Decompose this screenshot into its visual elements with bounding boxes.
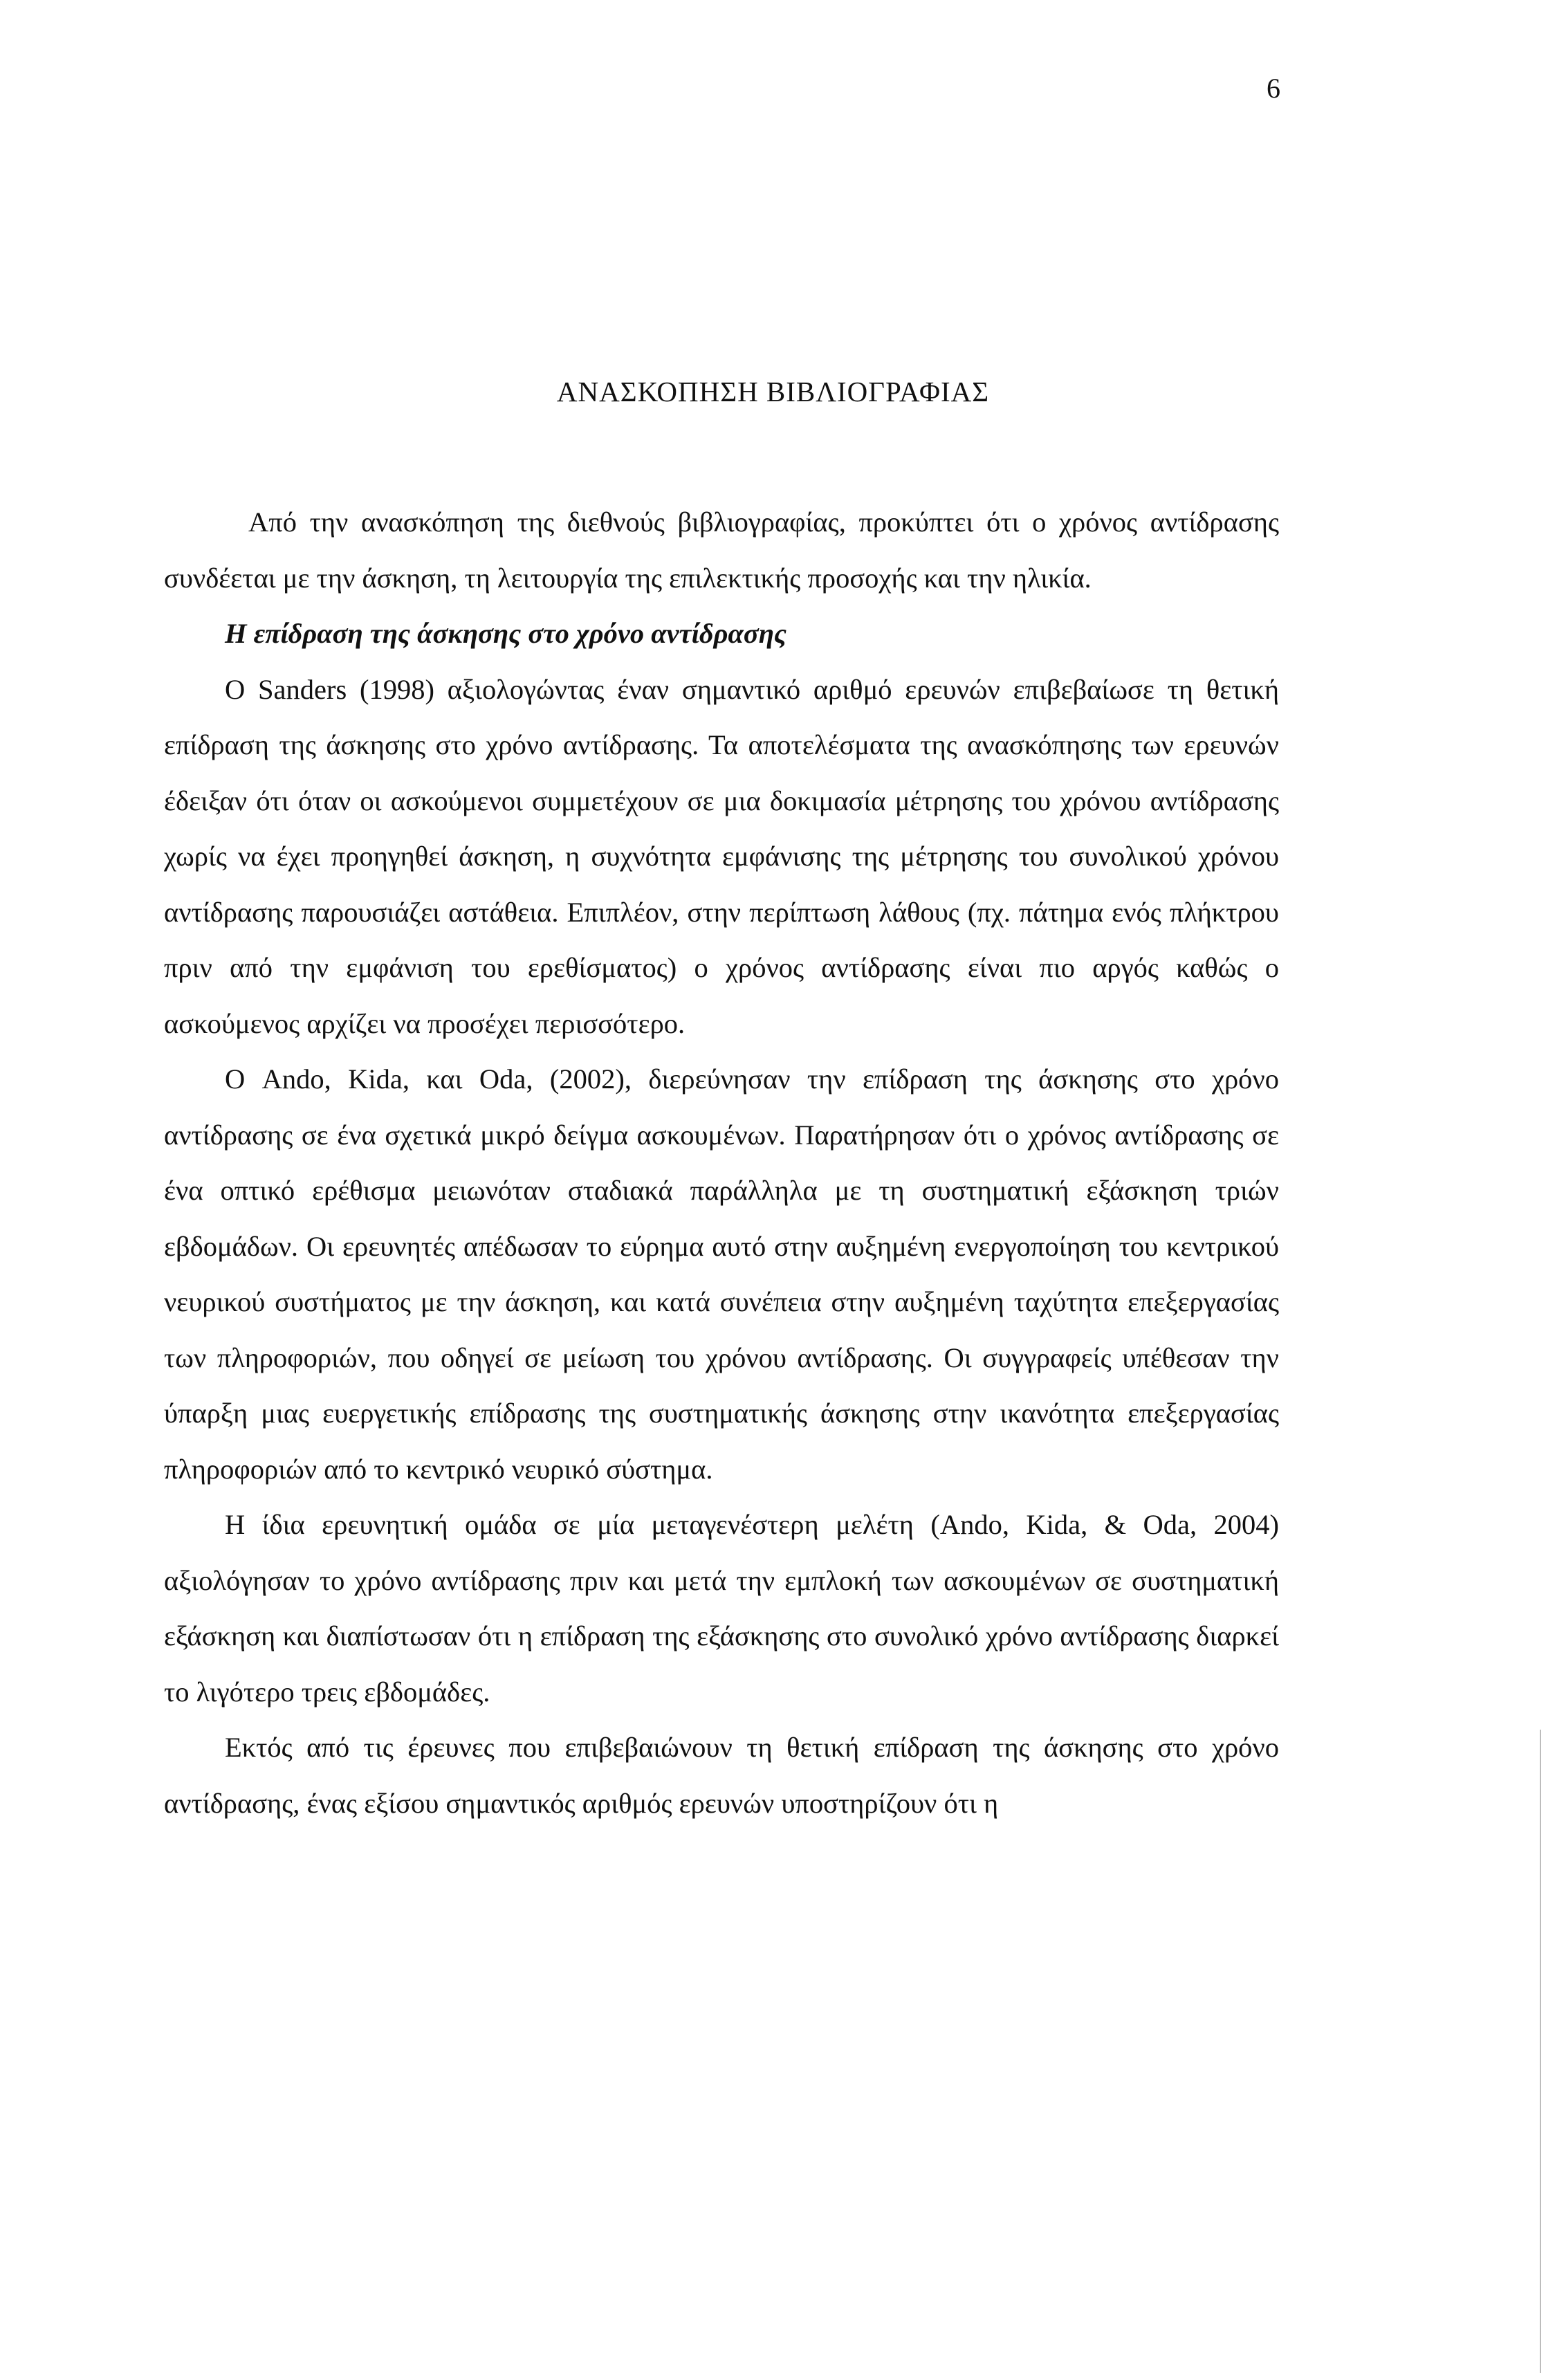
section-title: Η επίδραση της άσκησης στο χρόνο αντίδρασης — [225, 618, 786, 649]
document-body — [164, 495, 1279, 1831]
document-heading: ΑΝΑΣΚΟΠΗΣΗ ΒΙΒΛΙΟΓΡΑΦΙΑΣ — [556, 376, 990, 408]
page-number: 6 — [1267, 73, 1280, 104]
intro-paragraph: Από την ανασκόπηση της διεθνούς βιβλιογραφίας, προκύπτει ότι ο χρόνος αντίδρασης συνδέεται με την άσκηση, τη λειτουργία της επιλεκτικής προσοχής και την ηλικία. — [164, 506, 1279, 594]
scan-edge-line — [1540, 1730, 1541, 2373]
body-paragraph-contrasting-studies: Εκτός από τις έρευνες που επιβεβαιώνουν τη θετική επίδραση της άσκησης στο χρόνο αντίδρασης, ένας εξίσου σημαντικός αριθμός ερευνών υποστηρίζουν ότι η — [164, 1732, 1279, 1819]
body-paragraph-sanders: Ο Sanders (1998) αξιολογώντας έναν σημαντικό αριθμό ερευνών επιβεβαίωσε τη θετική επίδραση της άσκησης στο χρόνο αντίδρασης. Τα αποτελέσματα της ανασκόπησης των ερευνών έδειξαν ότι όταν οι ασκούμενοι συμμετέχουν σε μια δοκιμασία μέτρησης του χρόνου αντίδρασης χωρίς να έχει προηγηθεί άσκηση, η συχνότητα εμφάνισης της μέτρησης του συνολικού χρόνου αντίδρασης παρουσιάζει αστάθεια. Επιπλέον, στην περίπτωση λάθους (πχ. πάτημα ενός πλήκτρου πριν από την εμφάνιση του ερεθίσματος) ο χρόνος αντίδρασης είναι πιο αργός καθώς ο ασκούμενος αρχίζει να προσέχει περισσότερο. — [164, 673, 1279, 1039]
body-paragraph-ando-2002: Ο Ando, Kida, και Oda, (2002), διερεύνησαν την επίδραση της άσκησης στο χρόνο αντίδρασης σε ένα σχετικά μικρό δείγμα ασκουμένων. Παρατήρησαν ότι ο χρόνος αντίδρασης σε ένα οπτικό ερέθισμα μειωνόταν σταδιακά παράλληλα με τη συστηματική εξάσκηση τριών εβδομάδων. Οι ερευνητές απέδωσαν το εύρημα αυτό στην αυξημένη ενεργοποίηση του κεντρικού νευρικού συστήματος με την άσκηση, και κατά συνέπεια στην αυξημένη ταχύτητα επεξεργασίας των πληροφοριών, που οδηγεί σε μείωση του χρόνου αντίδρασης. Οι συγγραφείς υπέθεσαν την ύπαρξη μιας ευεργετικής επίδρασης της συστηματικής άσκησης στην ικανότητα επεξεργασίας πληροφοριών από το κεντρικό νευρικό σύστημα. — [164, 1063, 1279, 1485]
body-paragraph-ando-2004: Η ίδια ερευνητική ομάδα σε μία μεταγενέστερη μελέτη (Ando, Kida, & Oda, 2004) αξιολόγησαν το χρόνο αντίδρασης πριν και μετά την εμπλοκή των ασκουμένων σε συστηματική εξάσκηση και διαπίστωσαν ότι η επίδραση της εξάσκησης στο συνολικό χρόνο αντίδρασης διαρκεί το λιγότερο τρεις εβδομάδες. — [164, 1509, 1279, 1708]
